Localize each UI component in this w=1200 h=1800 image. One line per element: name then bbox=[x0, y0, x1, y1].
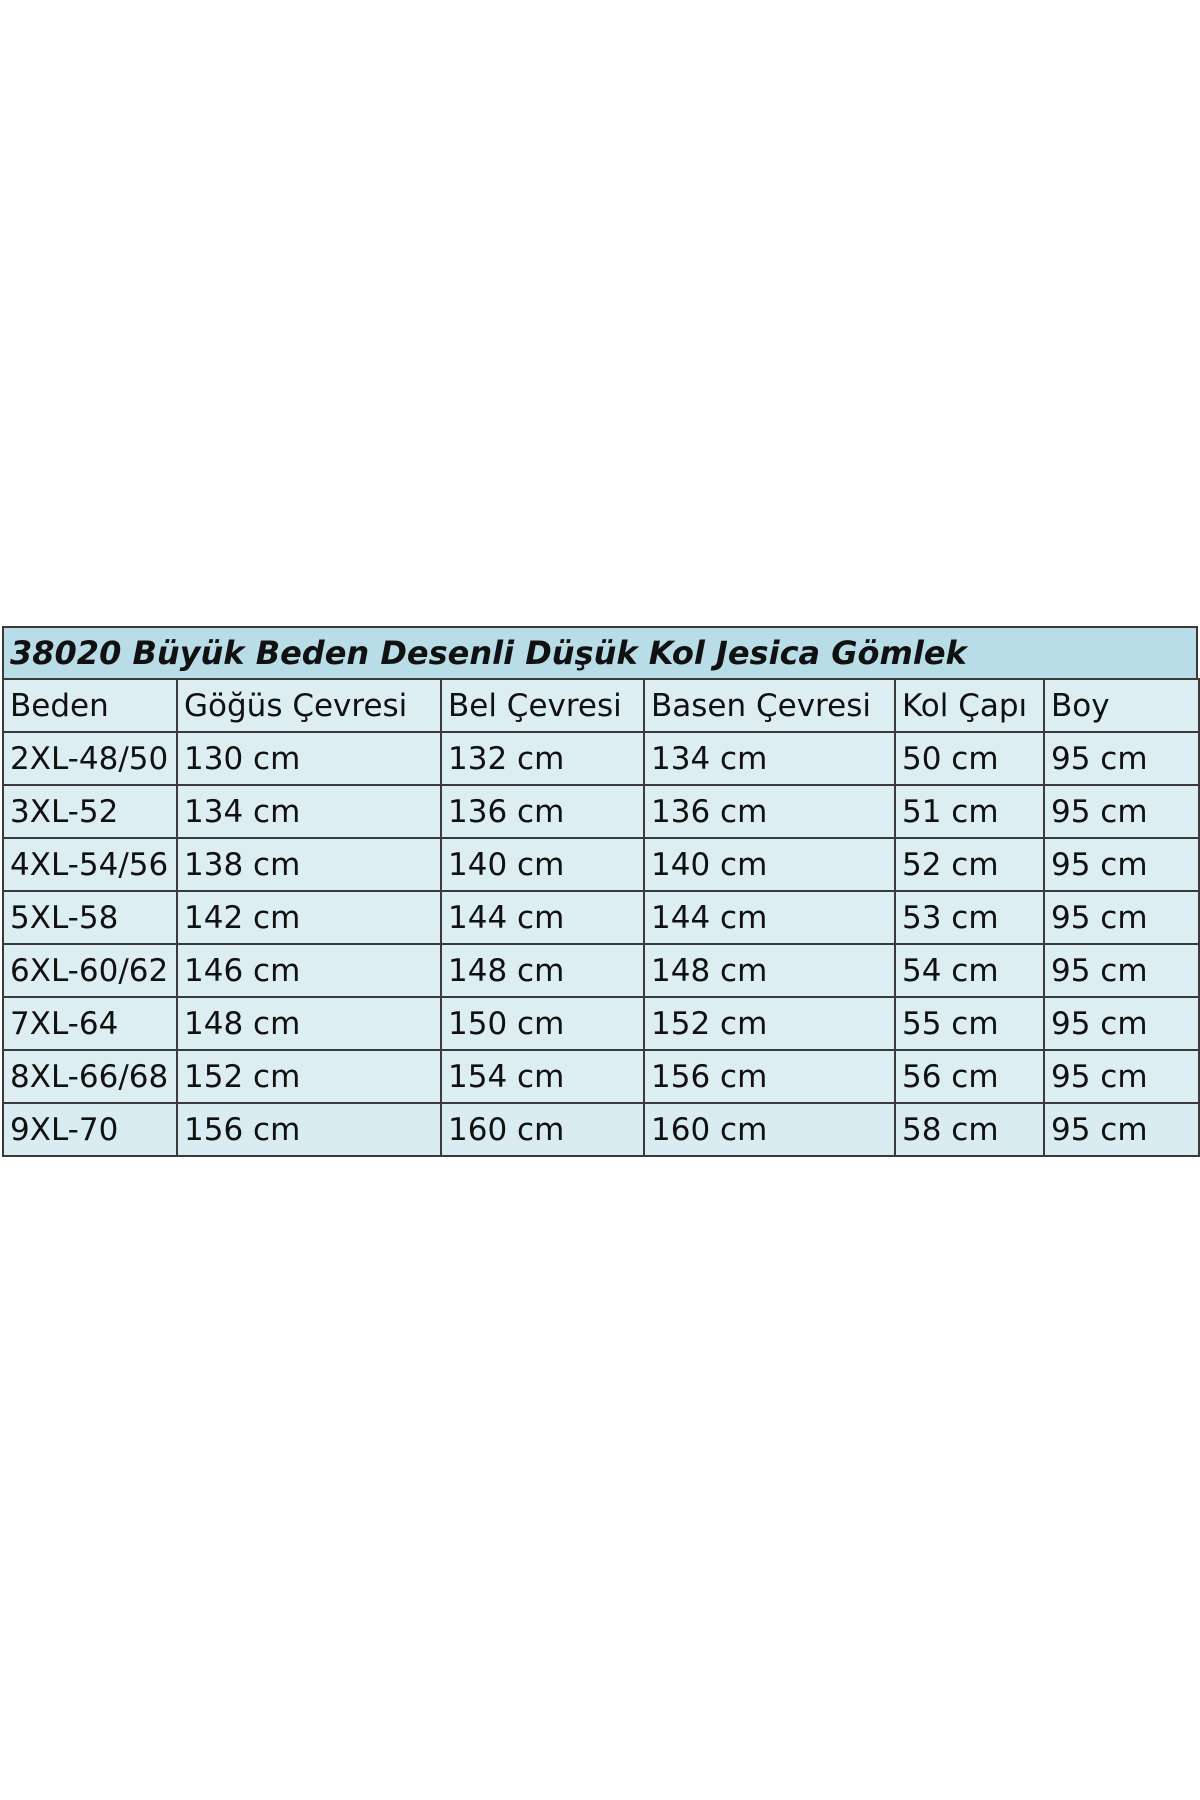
cell-waist: 136 cm bbox=[441, 785, 644, 838]
cell-sleeve: 56 cm bbox=[895, 1050, 1044, 1103]
table-row bbox=[3, 785, 1199, 838]
cell-size: 3XL-52 bbox=[3, 785, 177, 838]
cell-hip: 160 cm bbox=[644, 1103, 895, 1156]
cell-hip: 144 cm bbox=[644, 891, 895, 944]
cell-chest: 130 cm bbox=[177, 732, 441, 785]
cell-chest: 138 cm bbox=[177, 838, 441, 891]
table-row bbox=[3, 1050, 1199, 1103]
table-row bbox=[3, 1103, 1199, 1156]
column-header-boy: Boy bbox=[1044, 679, 1199, 732]
table-row bbox=[3, 997, 1199, 1050]
cell-length: 95 cm bbox=[1044, 891, 1199, 944]
table-row bbox=[3, 944, 1199, 997]
column-header-kol-capi: Kol Çapı bbox=[895, 679, 1044, 732]
cell-chest: 142 cm bbox=[177, 891, 441, 944]
cell-size: 2XL-48/50 bbox=[3, 732, 177, 785]
cell-length: 95 cm bbox=[1044, 944, 1199, 997]
cell-waist: 160 cm bbox=[441, 1103, 644, 1156]
table-row bbox=[3, 891, 1199, 944]
cell-chest: 152 cm bbox=[177, 1050, 441, 1103]
cell-size: 6XL-60/62 bbox=[3, 944, 177, 997]
cell-waist: 154 cm bbox=[441, 1050, 644, 1103]
cell-length: 95 cm bbox=[1044, 1103, 1199, 1156]
cell-hip: 134 cm bbox=[644, 732, 895, 785]
cell-sleeve: 58 cm bbox=[895, 1103, 1044, 1156]
cell-hip: 140 cm bbox=[644, 838, 895, 891]
cell-sleeve: 55 cm bbox=[895, 997, 1044, 1050]
column-header-basen-cevresi: Basen Çevresi bbox=[644, 679, 895, 732]
cell-sleeve: 51 cm bbox=[895, 785, 1044, 838]
cell-size: 7XL-64 bbox=[3, 997, 177, 1050]
cell-chest: 148 cm bbox=[177, 997, 441, 1050]
size-chart bbox=[2, 626, 1198, 1157]
header-row bbox=[3, 679, 1199, 732]
cell-hip: 136 cm bbox=[644, 785, 895, 838]
cell-sleeve: 50 cm bbox=[895, 732, 1044, 785]
cell-length: 95 cm bbox=[1044, 1050, 1199, 1103]
cell-chest: 156 cm bbox=[177, 1103, 441, 1156]
cell-size: 9XL-70 bbox=[3, 1103, 177, 1156]
table-row bbox=[3, 838, 1199, 891]
cell-length: 95 cm bbox=[1044, 997, 1199, 1050]
cell-hip: 148 cm bbox=[644, 944, 895, 997]
cell-chest: 134 cm bbox=[177, 785, 441, 838]
cell-size: 8XL-66/68 bbox=[3, 1050, 177, 1103]
cell-sleeve: 52 cm bbox=[895, 838, 1044, 891]
cell-waist: 140 cm bbox=[441, 838, 644, 891]
size-table bbox=[2, 678, 1200, 1157]
cell-waist: 150 cm bbox=[441, 997, 644, 1050]
cell-waist: 144 cm bbox=[441, 891, 644, 944]
cell-waist: 132 cm bbox=[441, 732, 644, 785]
cell-waist: 148 cm bbox=[441, 944, 644, 997]
cell-chest: 146 cm bbox=[177, 944, 441, 997]
cell-size: 5XL-58 bbox=[3, 891, 177, 944]
table-title: 38020 Büyük Beden Desenli Düşük Kol Jesica Gömlek bbox=[2, 626, 1198, 678]
cell-sleeve: 54 cm bbox=[895, 944, 1044, 997]
column-header-beden: Beden bbox=[3, 679, 177, 732]
cell-sleeve: 53 cm bbox=[895, 891, 1044, 944]
cell-length: 95 cm bbox=[1044, 732, 1199, 785]
table-row bbox=[3, 732, 1199, 785]
column-header-bel-cevresi: Bel Çevresi bbox=[441, 679, 644, 732]
cell-size: 4XL-54/56 bbox=[3, 838, 177, 891]
cell-hip: 152 cm bbox=[644, 997, 895, 1050]
cell-length: 95 cm bbox=[1044, 785, 1199, 838]
cell-hip: 156 cm bbox=[644, 1050, 895, 1103]
cell-length: 95 cm bbox=[1044, 838, 1199, 891]
column-header-gogus-cevresi: Göğüs Çevresi bbox=[177, 679, 441, 732]
